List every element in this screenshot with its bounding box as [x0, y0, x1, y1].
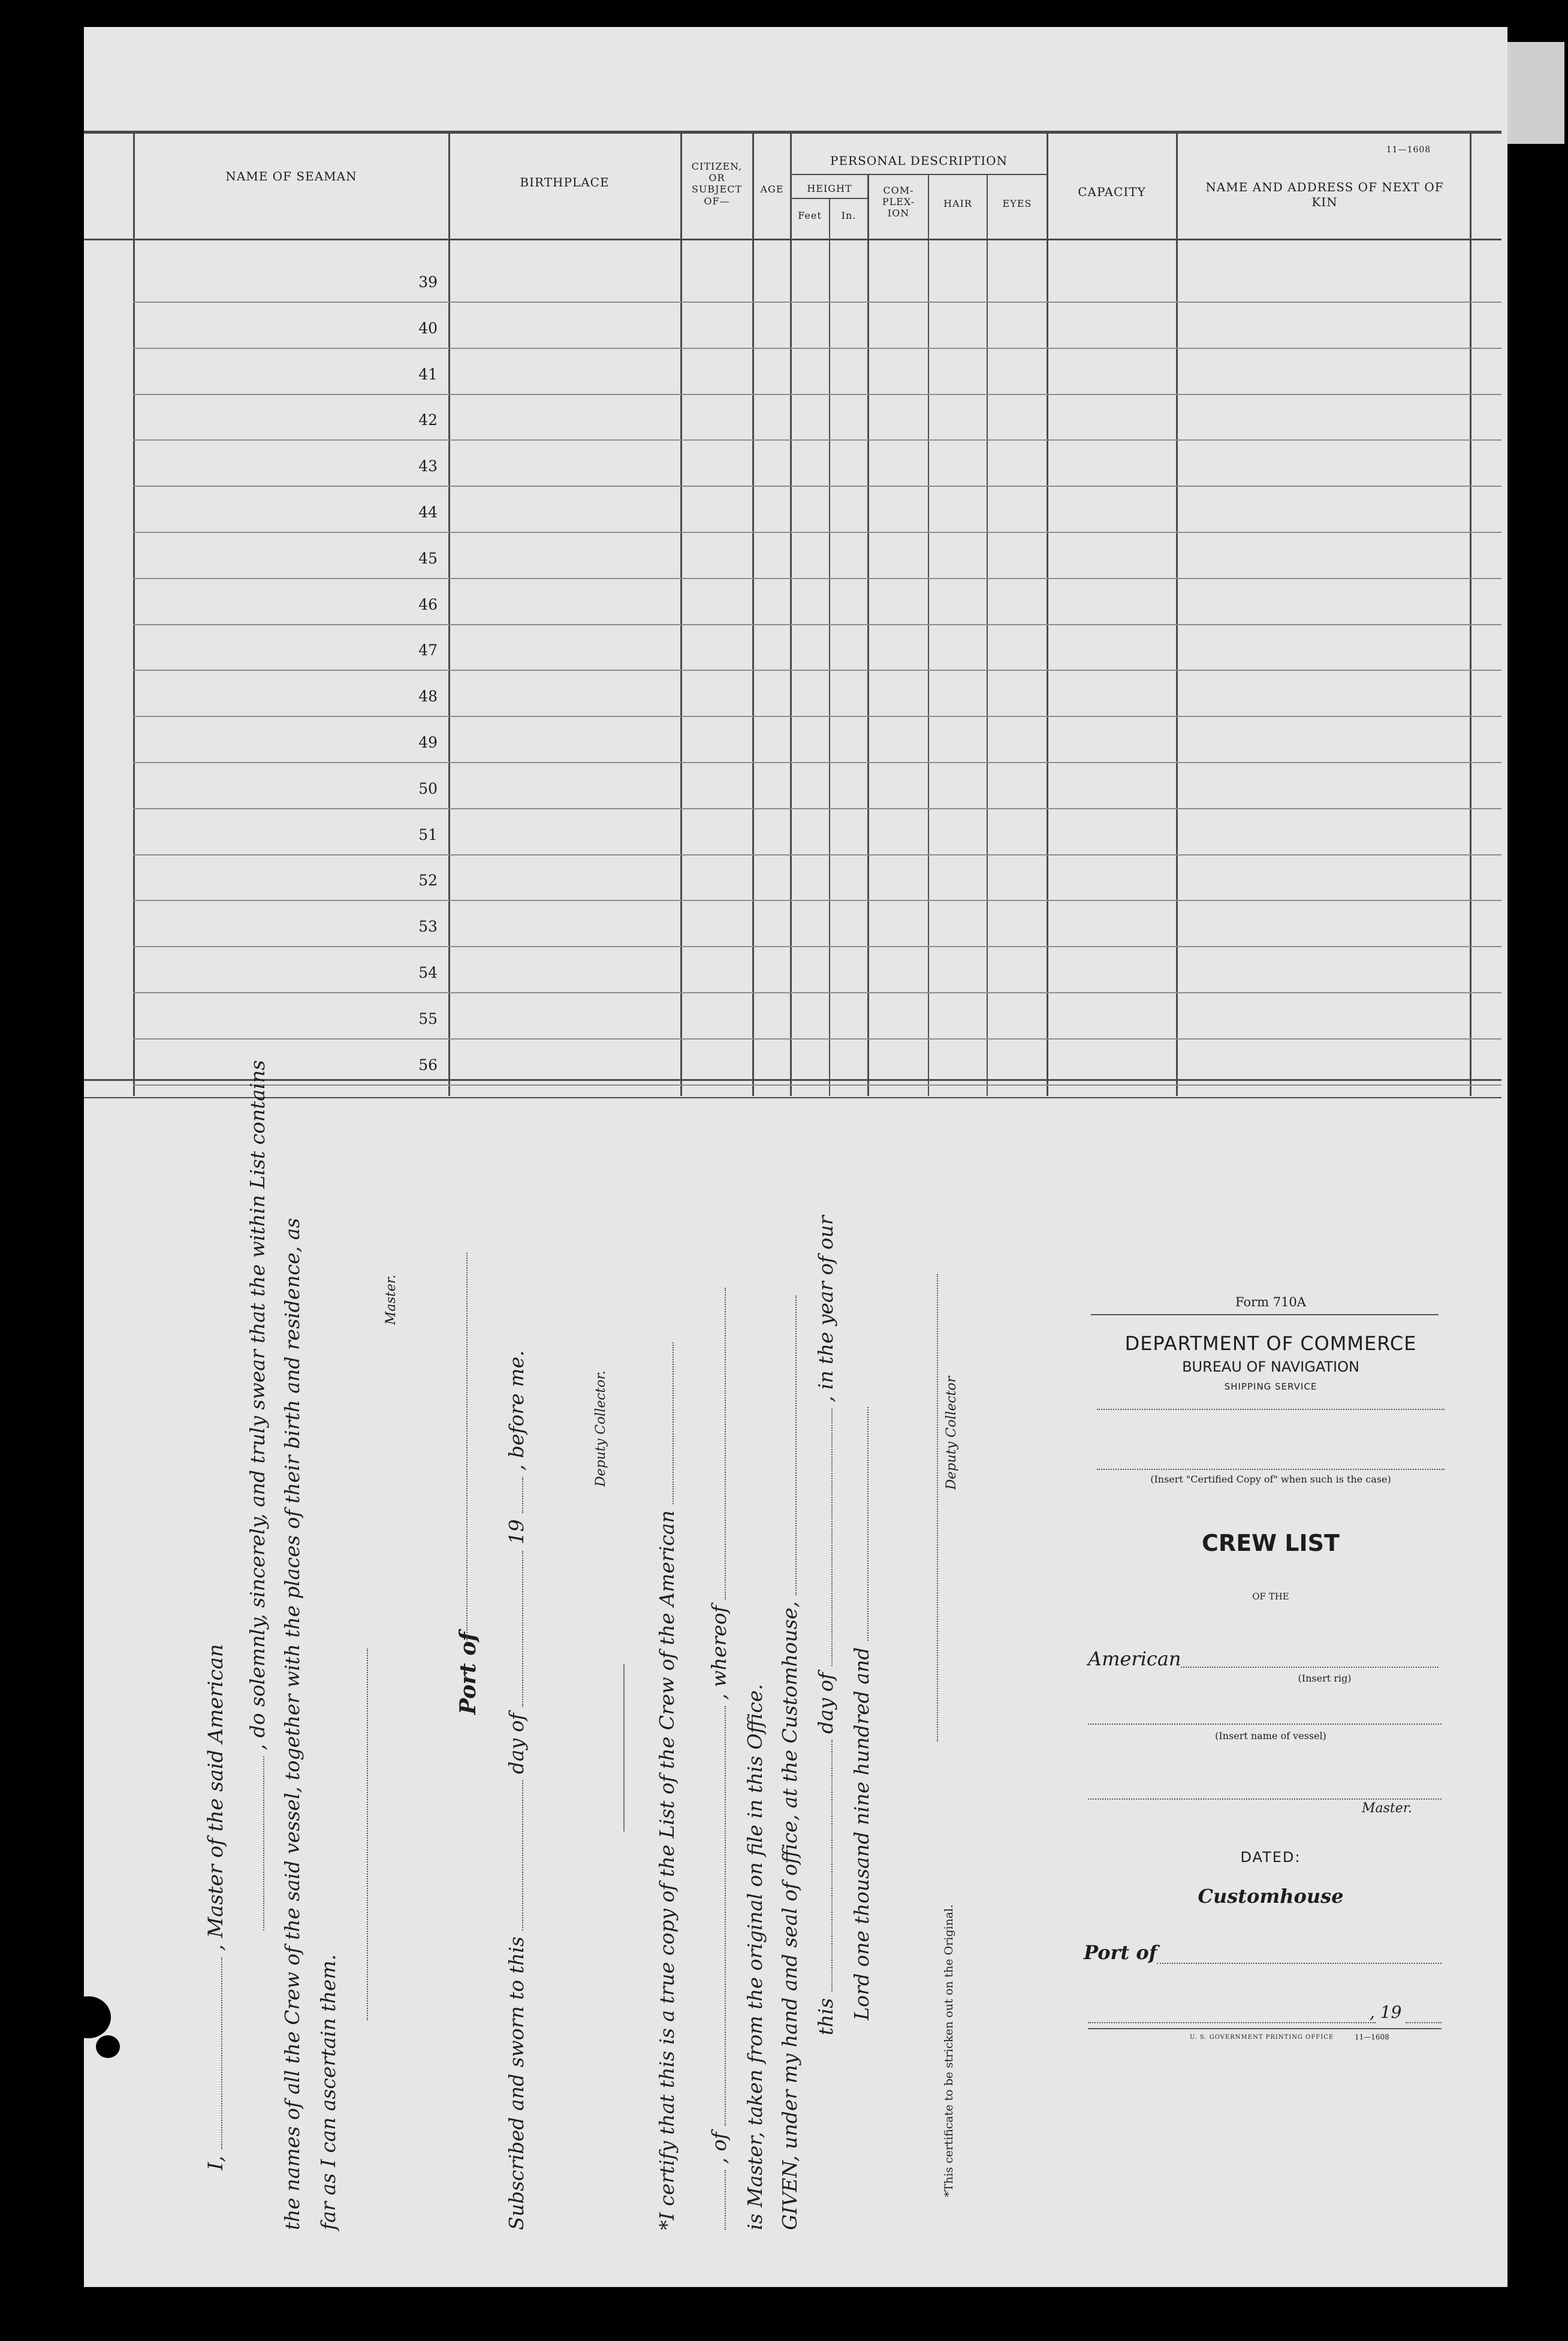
- deputy-collector-2-label: Deputy Collector: [944, 1376, 959, 1490]
- header-name-of-seaman: NAME OF SEAMAN: [225, 169, 357, 183]
- crew-list-title: CREW LIST: [1202, 1530, 1340, 1556]
- row-rule: [133, 532, 1501, 533]
- col-line: [790, 131, 792, 1096]
- port-of-cover-line: [1157, 1963, 1442, 1964]
- table-bottom-rule: [84, 1079, 1501, 1081]
- insert-rig-note: (Insert rig): [1298, 1673, 1352, 1684]
- subscribed-line: [505, 1350, 528, 2230]
- col-line: [1176, 131, 1178, 1096]
- date-cover-line: [1088, 2022, 1376, 2023]
- insert-vessel-note: (Insert name of vessel): [1215, 1730, 1326, 1742]
- col-line: [1470, 131, 1471, 1096]
- master-cover-label: Master.: [1362, 1801, 1412, 1816]
- row-number: 43: [418, 457, 438, 475]
- insert-certified-note: (Insert "Certified Copy of" when such is the case): [1150, 1474, 1391, 1485]
- form-number: Form 710A: [1235, 1295, 1306, 1309]
- row-number: 45: [418, 549, 438, 567]
- row-rule: [133, 900, 1501, 901]
- certify-text: *I certify that this is a true copy of the List of the Crew of the American: [655, 1510, 679, 2230]
- page-damage: [96, 2035, 120, 2058]
- port-of-label: Port of: [456, 1632, 481, 1715]
- col-line: [867, 174, 869, 1096]
- row-number: 47: [418, 641, 438, 659]
- day-of-2-text: day of: [814, 1672, 837, 1734]
- oath-master-of-american: , Master of the said American: [204, 1644, 228, 1951]
- deputy-sig-line-2: [937, 1274, 938, 1742]
- certificate-footnote: *This certificate to be stricken out on the Original.: [942, 1904, 955, 2197]
- before-me-text: , before me.: [505, 1350, 528, 1471]
- header-inches: In.: [841, 210, 857, 221]
- department-title: DEPARTMENT OF COMMERCE: [1124, 1332, 1417, 1355]
- port-of-cover-label: Port of: [1084, 1941, 1157, 1964]
- bureau-title: BUREAU OF NAVIGATION: [1182, 1358, 1359, 1375]
- row-number: 44: [418, 504, 438, 521]
- of-the-label: OF THE: [1252, 1591, 1289, 1602]
- col-line: [133, 131, 135, 1096]
- header-capacity: CAPACITY: [1078, 185, 1146, 199]
- dated-label: DATED:: [1240, 1849, 1301, 1866]
- row-number: 56: [418, 1056, 438, 1074]
- cover-dotted-line: [1097, 1409, 1445, 1410]
- given-text: GIVEN, under my hand and seal of office, at the Customhouse,: [778, 1601, 801, 2230]
- col-line: [448, 131, 450, 1096]
- oath-line-4: far as I can ascertain them.: [316, 1954, 340, 2230]
- oath-line-1: [204, 1644, 228, 2170]
- row-rule: [133, 716, 1501, 717]
- master-line-cover: [1088, 1798, 1442, 1800]
- this-text: this: [814, 1997, 837, 2035]
- american-label: American: [1088, 1647, 1181, 1670]
- oath-line-2: [246, 1060, 269, 1930]
- row-number: 54: [418, 964, 438, 981]
- of-whereof-line: [707, 1288, 731, 2230]
- col-line: [987, 174, 988, 1096]
- row-number: 41: [418, 365, 438, 383]
- of-text: , of: [707, 2132, 731, 2164]
- given-line: [778, 1295, 801, 2230]
- header-age: AGE: [760, 183, 784, 195]
- header-height: HEIGHT: [807, 183, 852, 194]
- row-number: 40: [418, 319, 438, 337]
- header-citizen: CITIZEN, OR SUBJECT OF—: [691, 161, 743, 207]
- row-rule: [133, 348, 1501, 349]
- rig-line: [1181, 1667, 1439, 1668]
- row-number: 50: [418, 779, 438, 797]
- in-year-text: , in the year of our: [814, 1215, 837, 1402]
- col-line: [752, 131, 754, 1096]
- is-master-line: is Master, taken from the original on file in this Office.: [743, 1684, 767, 2230]
- printer-code: 11—1608: [1355, 2033, 1389, 2041]
- service-title: SHIPPING SERVICE: [1224, 1381, 1317, 1392]
- header-feet: Feet: [798, 210, 822, 221]
- page-damage: [66, 1996, 111, 2038]
- row-rule: [133, 578, 1501, 579]
- nineteen-text: 19: [505, 1519, 528, 1545]
- personal-desc-rule: [790, 174, 1048, 175]
- header-next-of-kin: NAME AND ADDRESS OF NEXT OF KIN: [1205, 180, 1444, 209]
- row-number: 52: [418, 872, 438, 890]
- table-bottom-rule-2: [84, 1097, 1501, 1098]
- col-line: [829, 198, 830, 1096]
- col-line: [928, 174, 929, 1096]
- row-rule: [133, 486, 1501, 487]
- deputy-sig-line: [623, 1664, 625, 1831]
- header-birthplace: BIRTHPLACE: [520, 175, 610, 189]
- row-rule: [133, 808, 1501, 809]
- year-cover-line: [1406, 2022, 1442, 2023]
- row-rule: [133, 946, 1501, 947]
- page-damage: [1019, 2293, 1041, 2306]
- nineteen-cover: , 19: [1370, 2002, 1402, 2022]
- row-number: 48: [418, 688, 438, 706]
- day-of-text: day of: [505, 1713, 528, 1774]
- oath-line-3: the names of all the Crew of the said vessel, together with the places of their birth and residence, as: [281, 1218, 304, 2230]
- printer-imprint: U. S. GOVERNMENT PRINTING OFFICE: [1190, 2034, 1334, 2041]
- subscribed-text: Subscribed and sworn to this: [505, 1936, 528, 2230]
- customhouse-label: Customhouse: [1198, 1885, 1344, 1908]
- row-number: 53: [418, 918, 438, 936]
- row-rule: [133, 762, 1501, 763]
- header-complexion: COM- PLEX- ION: [882, 185, 915, 219]
- row-rule: [133, 1038, 1501, 1040]
- row-rule: [133, 992, 1501, 993]
- oath-i: I,: [204, 2155, 228, 2170]
- lord-line: [850, 1407, 873, 2020]
- row-number: 51: [418, 825, 438, 843]
- folded-corner: [1498, 42, 1564, 144]
- row-rule: [133, 439, 1501, 441]
- header-personal-description: PERSONAL DESCRIPTION: [830, 153, 1008, 168]
- row-rule: [133, 394, 1501, 395]
- row-rule: [133, 854, 1501, 855]
- oath-swear: , do solemnly, sincerely, and truly swear that the within List contains: [246, 1060, 269, 1751]
- certify-line: [655, 1342, 679, 2230]
- this-day-line: [814, 1216, 837, 2035]
- row-number: 49: [418, 734, 438, 751]
- row-number: 39: [418, 273, 438, 291]
- row-number: 46: [418, 595, 438, 613]
- col-line: [1047, 131, 1048, 1096]
- header-eyes: EYES: [1002, 198, 1032, 209]
- row-rule: [133, 302, 1501, 303]
- table-top-rule: [84, 131, 1501, 134]
- row-rule: [133, 624, 1501, 625]
- row-number: 55: [418, 1010, 438, 1028]
- header-bottom-rule: [84, 239, 1501, 240]
- printer-rule: [1088, 2028, 1442, 2029]
- row-rule: [133, 1084, 1501, 1086]
- form-code-top: 11—1608: [1386, 145, 1431, 155]
- form-rule: [1091, 1314, 1439, 1315]
- lord-text: Lord one thousand nine hundred and: [850, 1647, 873, 2020]
- row-number: 42: [418, 411, 438, 429]
- height-rule: [790, 198, 868, 199]
- port-of-line: [466, 1253, 468, 1643]
- row-rule: [133, 670, 1501, 671]
- certified-line: [1097, 1469, 1445, 1470]
- master-signature-line: [367, 1649, 368, 2020]
- deputy-collector-label: Deputy Collector.: [593, 1370, 608, 1487]
- vessel-line: [1088, 1724, 1442, 1725]
- whereof-text: , whereof: [707, 1605, 731, 1700]
- master-sig-label: Master.: [384, 1275, 399, 1325]
- header-hair: HAIR: [943, 198, 972, 209]
- col-line: [680, 131, 682, 1096]
